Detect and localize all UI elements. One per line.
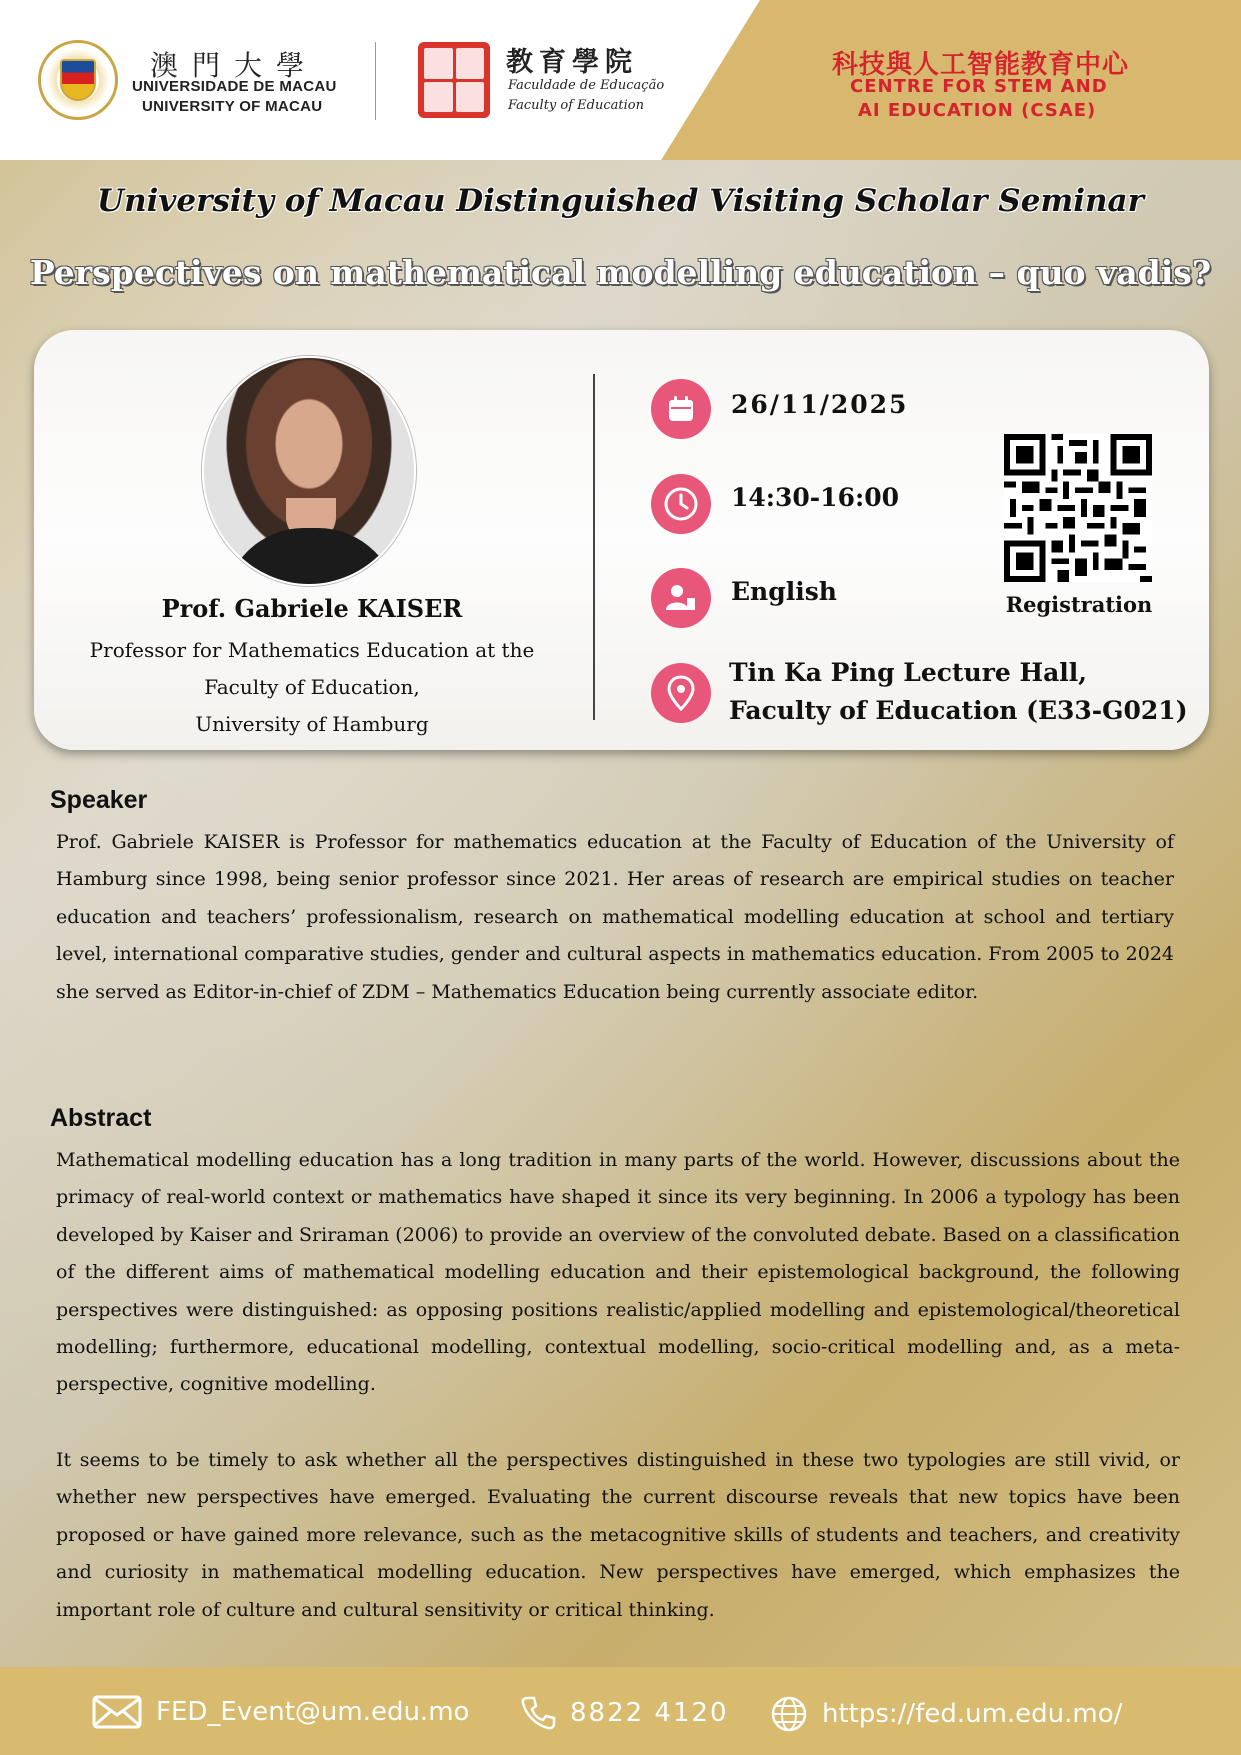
fed-english-name: Faculty of Education <box>508 98 644 113</box>
fed-portuguese-name: Faculdade de Educação <box>508 78 665 93</box>
csae-english-line-2: AI EDUCATION (CSAE) <box>858 100 1097 121</box>
clock-icon <box>651 474 711 534</box>
event-venue-line-2: Faculty of Education (E33-G021) <box>729 696 1188 725</box>
um-portuguese-name: UNIVERSIDADE DE MACAU <box>132 78 337 95</box>
event-time: 14:30-16:00 <box>731 483 899 512</box>
location-pin-icon <box>651 663 711 723</box>
um-english-name: UNIVERSITY OF MACAU <box>142 98 323 115</box>
footer-website-text: https://fed.um.edu.mo/ <box>822 1699 1123 1729</box>
um-seal-logo <box>38 40 118 120</box>
abstract-paragraph-1: Mathematical modelling education has a long tradition in many parts of the world. However, discussions about the primacy of real-world context or mathematics have shaped it since its very beginning. In 2006 a typology has been developed by Kaiser and Sriraman (2006) to provide an overview of the convoluted debate. Based on a classification of the different aims of mathematical modelling education and their epistemological background, the following perspectives were distinguished: as opposing positions realistic/applied modelling and epistemological/theoretical modelling; furthermore, educational modelling, contextual modelling, socio-critical modelling and, as a meta-perspective, cognitive modelling. <box>56 1149 1180 1396</box>
abstract-heading: Abstract <box>50 1104 152 1132</box>
footer-phone-text: 8822 4120 <box>570 1698 729 1728</box>
card-divider <box>593 374 595 720</box>
speaker-name: Prof. Gabriele KAISER <box>161 594 463 623</box>
header-divider <box>375 42 376 120</box>
speaker-photo <box>202 356 416 586</box>
envelope-icon <box>92 1695 142 1729</box>
speaker-bio: Prof. Gabriele KAISER is Professor for mathematics education at the Faculty of Education of the University of Hamburg since 1998, being senior professor since 2021. Her areas of research are empirical studies on teacher education and teachers’ professionalism, research on mathematical modelling education at school and tertiary level, international comparative studies, gender and cultural aspects in mathematics education. From 2005 to 2024 she served as Editor-in-chief of ZDM – Mathematics Education being currently associate editor. <box>56 831 1174 1003</box>
footer-contact-bar <box>0 1667 1241 1755</box>
speaker-affiliation <box>54 632 570 743</box>
speaker-affiliation-line-2: Faculty of Education, <box>204 675 420 699</box>
event-venue-line-1: Tin Ka Ping Lecture Hall, <box>729 658 1087 687</box>
fed-seal-logo <box>418 42 490 118</box>
event-language: English <box>731 577 837 606</box>
footer-phone[interactable] <box>520 1695 729 1731</box>
event-date: 26/11/2025 <box>731 390 909 419</box>
calendar-icon <box>651 379 711 439</box>
event-info-card <box>34 330 1209 750</box>
csae-english-line-1: CENTRE FOR STEM AND <box>850 76 1108 97</box>
header-banner <box>0 0 1241 160</box>
lecturer-icon <box>651 568 711 628</box>
footer-email-text: FED_Event@um.edu.mo <box>156 1697 470 1727</box>
csae-chinese-name: 科技與人工智能教育中心 <box>832 50 1130 80</box>
footer-email[interactable] <box>92 1695 469 1729</box>
fed-chinese-name: 教育學院 <box>506 47 638 78</box>
talk-title: Perspectives on mathematical modelling education – quo vadis? <box>29 253 1212 292</box>
um-chinese-name: 澳門大學 <box>150 49 319 82</box>
seminar-title: University of Macau Distinguished Visiting Scholar Seminar <box>97 183 1144 219</box>
speaker-affiliation-line-3: University of Hamburg <box>195 712 429 736</box>
globe-icon <box>770 1695 808 1733</box>
phone-icon <box>520 1695 556 1731</box>
speaker-affiliation-line-1: Professor for Mathematics Education at the <box>89 638 535 662</box>
registration-label: Registration <box>1005 592 1153 617</box>
footer-website[interactable] <box>770 1695 1122 1733</box>
speaker-heading: Speaker <box>50 786 148 814</box>
abstract-paragraph-2: It seems to be timely to ask whether all the perspectives distinguished in these two typologies are still vivid, or whether new perspectives have emerged. Evaluating the current discourse reveals that new topics have been proposed or have gained more relevance, such as the metacognitive skills of students and teachers, and creativity and curiosity in mathematical modelling education. New perspectives have emerged, which emphasizes the important role of culture and cultural sensitivity or critical thinking. <box>56 1449 1180 1621</box>
registration-qr-code[interactable] <box>1004 434 1152 582</box>
